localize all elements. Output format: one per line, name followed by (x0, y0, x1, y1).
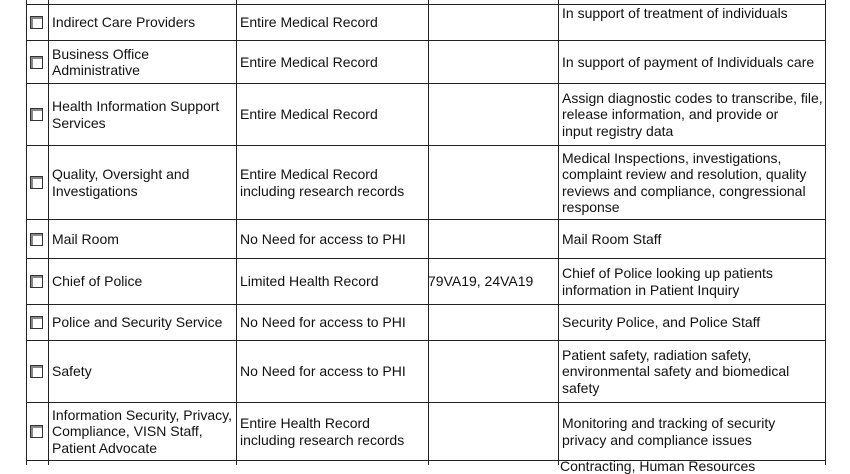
table-row (26, 258, 825, 304)
access-level-cell: Entire Medical Record (240, 14, 378, 31)
menu-codes-cell (424, 5, 560, 40)
menu-codes-cell (424, 84, 560, 145)
purpose-cell: Chief of Police looking up patients information in Patient Inquiry (562, 265, 773, 298)
row-checkbox[interactable] (30, 16, 43, 29)
purpose-cell: Medical Inspections, investigations, complaint review and resolution, quality reviews and compliance, congressional response (562, 149, 807, 215)
row-checkbox[interactable] (30, 56, 43, 69)
menu-codes-cell (424, 220, 560, 258)
table-row (26, 402, 825, 460)
purpose-cell: In support of treatment of individuals (562, 5, 788, 21)
menu-codes-cell (424, 341, 560, 402)
purpose-cell: In support of payment of Individuals care (562, 53, 815, 70)
access-level-cell: No Need for access to PHI (240, 314, 406, 331)
table-row (26, 304, 825, 340)
purpose-cell: Assign diagnostic codes to transcribe, file, release information, and provide or input registry data (562, 89, 823, 139)
purpose-cell: Patient safety, radiation safety, environmental safety and biomedical safety (562, 346, 790, 396)
access-level-cell: Entire Medical Record (240, 53, 378, 70)
table-row (26, 145, 825, 219)
menu-codes-cell: 79VA19, 24VA19 (428, 273, 534, 290)
access-level-cell: No Need for access to PHI (240, 363, 406, 380)
user-group-cell: Police and Security Service (52, 314, 223, 331)
user-group-cell: Business Office Administrative (52, 45, 150, 78)
purpose-cell: Monitoring and tracking of security privacy and compliance issues (562, 415, 776, 448)
row-checkbox[interactable] (30, 176, 43, 189)
access-level-cell: Entire Health Record including research records (240, 415, 405, 448)
menu-codes-cell (424, 403, 560, 460)
row-checkbox[interactable] (30, 316, 43, 329)
row-checkbox[interactable] (30, 233, 43, 246)
row-checkbox[interactable] (30, 425, 43, 438)
table-row (26, 4, 825, 40)
partial-row-text: Contracting, Human Resources (560, 458, 756, 474)
user-group-cell: Health Information Support Services (52, 98, 220, 131)
table-column-divider (825, 0, 826, 465)
table-row (26, 340, 825, 402)
row-checkbox[interactable] (30, 365, 43, 378)
user-group-cell: Indirect Care Providers (52, 14, 196, 31)
table-row (26, 219, 825, 258)
row-checkbox[interactable] (30, 108, 43, 121)
access-level-cell: Entire Medical Record (240, 106, 378, 123)
table-row (26, 40, 825, 83)
user-group-cell: Safety (52, 363, 92, 380)
purpose-cell: Mail Room Staff (562, 230, 662, 247)
user-group-cell: Information Security, Privacy, Compliance, VISN Staff, Patient Advocate (52, 406, 232, 456)
user-group-cell: Chief of Police (52, 273, 143, 290)
access-level-cell: Entire Medical Record including research records (240, 166, 405, 199)
user-group-cell: Mail Room (52, 230, 119, 247)
access-level-cell: Limited Health Record (240, 273, 379, 290)
menu-codes-cell (424, 305, 560, 340)
purpose-cell: Security Police, and Police Staff (562, 314, 761, 331)
table-row (26, 83, 825, 145)
row-checkbox[interactable] (30, 275, 43, 288)
user-group-cell: Quality, Oversight and Investigations (52, 166, 190, 199)
access-level-cell: No Need for access to PHI (240, 230, 406, 247)
menu-codes-cell (424, 41, 560, 83)
menu-codes-cell (424, 146, 560, 219)
